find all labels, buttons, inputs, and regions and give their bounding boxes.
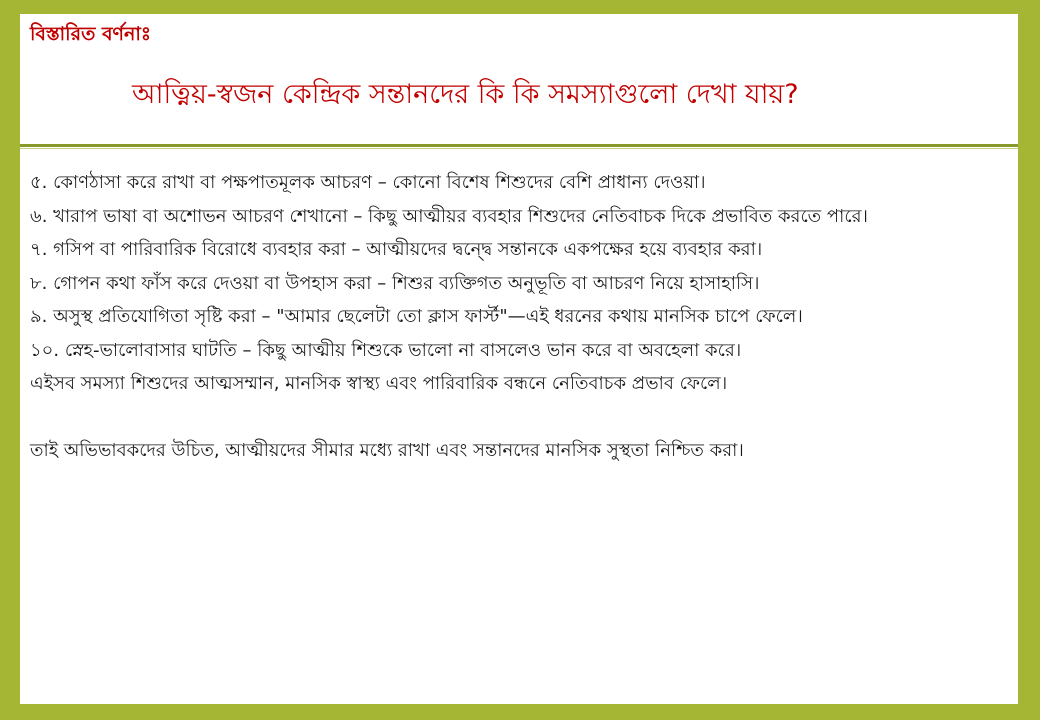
list-item-8: ৮. গোপন কথা ফাঁস করে দেওয়া বা উপহাস করা – শিশুর ব্যক্তিগত অনুভূতি বা আচরণ নিয়ে হাসাহাসি।: [30, 272, 760, 294]
list-item-7: ৭. গসিপ বা পারিবারিক বিরোধে ব্যবহার করা – আত্মীয়দের দ্বন্দ্বে সন্তানকে একপক্ষের হয়ে ব্যবহার করা।: [30, 239, 763, 260]
slide-body: [30, 166, 1010, 468]
paragraph-gap: [30, 401, 1010, 435]
list-item-9: ৯. অসুস্থ প্রতিযোগিতা সৃষ্টি করা – "আমার ছেলেটা তো ক্লাস ফার্স্ট"—এই ধরনের কথায় মানসিক চাপে ফেলে।: [30, 306, 803, 327]
list-item-10: ১০. স্নেহ-ভালোবাসার ঘাটতি – কিছু আত্মীয় শিশুকে ভালো না বাসলেও ভান করে বা অবহেলা করে।: [30, 339, 742, 361]
list-item-6: ৬. খারাপ ভাষা বা অশোভন আচরণ শেখানো – কিছু আত্মীয়র ব্যবহার শিশুদের নেতিবাচক দিকে প্রভাবিত করতে পারে।: [30, 205, 868, 227]
slide: [20, 14, 1018, 704]
conclusion-text: তাই অভিভাবকদের উচিত, আত্মীয়দের সীমার মধ্যে রাখা এবং সন্তানদের মানসিক সুস্থতা নিশ্চিত করা।: [30, 440, 744, 461]
list-item-5: ৫. কোণঠাসা করে রাখা বা পক্ষপাতমূলক আচরণ – কোনো বিশেষ শিশুদের বেশি প্রাধান্য দেওয়া।: [30, 172, 706, 193]
summary-text: এইসব সমস্যা শিশুদের আত্মসম্মান, মানসিক স্বাস্থ্য এবং পারিবারিক বন্ধনে নেতিবাচক প্রভাব ফেলে।: [30, 373, 728, 394]
section-label: বিস্তারিত বর্ণনাঃ: [30, 23, 151, 45]
title-divider-shadow: [20, 148, 1018, 149]
slide-title: আত্নিয়-স্বজন কেন্দ্রিক সন্তানদের কি কি সমস্যাগুলো দেখা যায়?: [132, 79, 799, 110]
title-divider: [20, 144, 1018, 147]
